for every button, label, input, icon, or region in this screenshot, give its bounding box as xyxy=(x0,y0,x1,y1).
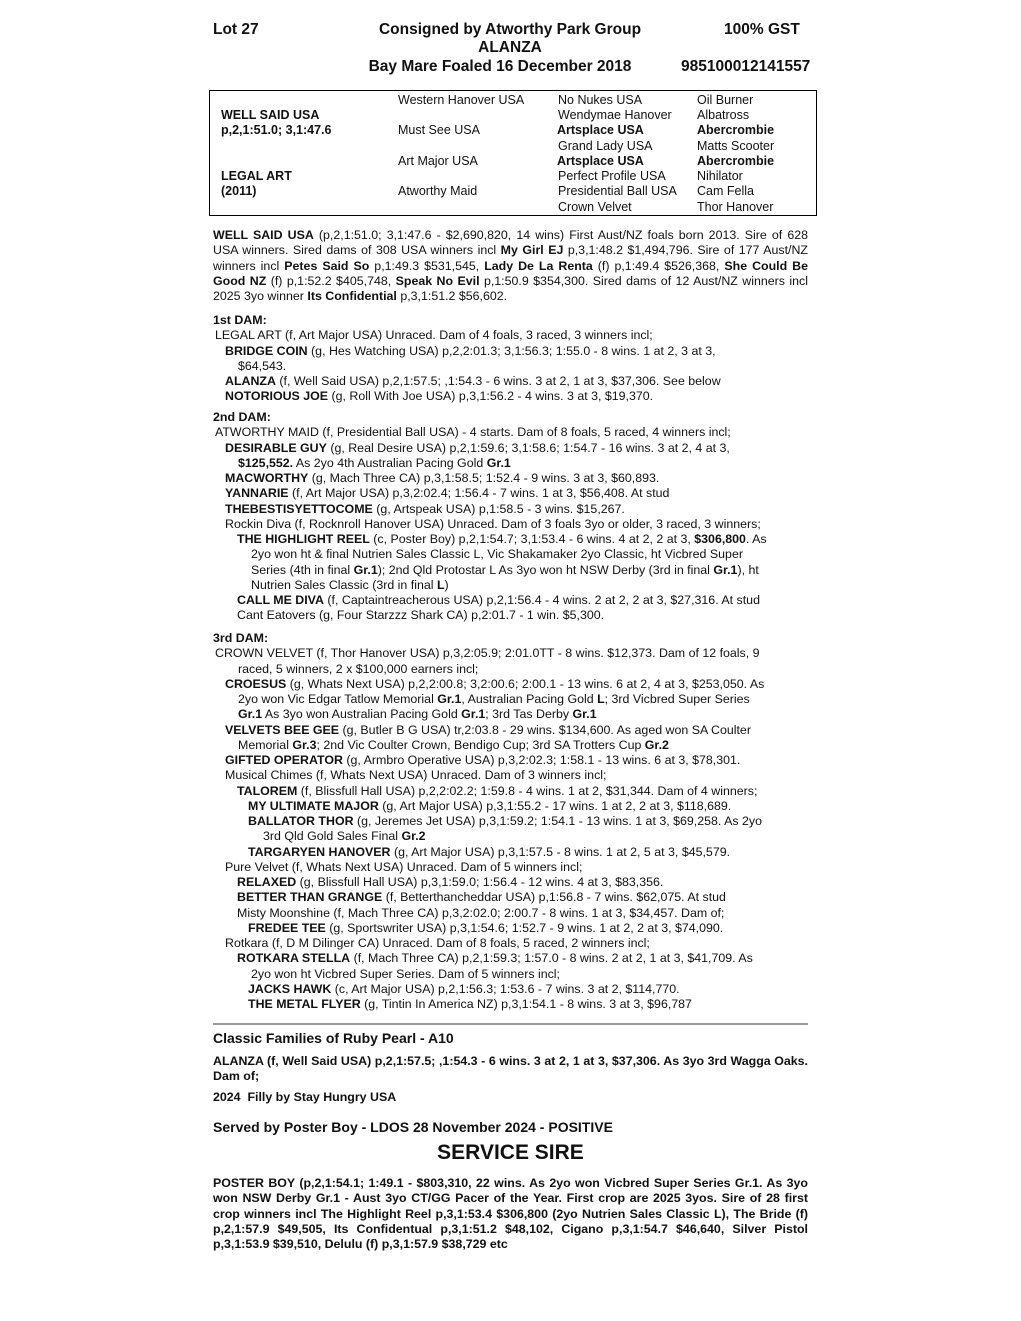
section-heading: 2nd DAM: xyxy=(213,410,271,424)
pedigree-gen4: Abercrombie xyxy=(697,154,775,168)
pedigree-gen4: Albatross xyxy=(697,108,750,122)
second-dam-section: 2nd DAM: ATWORTHY MAID (f, Presidential Ball USA) - 4 starts. Dam of 8 foals, 5 raced, 4 winners incl; DESIRABLE GUY (g, Real Desire USA) p,2,1:59.6; 3,1:58.6; 1:54.7 - 16 wins. 3 at 2, 4 at 3, $125,552. As 2yo 4th Australian Pacing Gold Gr.1 MACWORTHY (g, Mach Three CA) p,3,1:58.5; 1:52.4 - 9 wins. 3 at 3, $60,893. YANNARIE (f, Art Major USA) p,3,2:02.4; 1:56.4 - 7 wins. 1 at 3, $56,408. At stud THEBESTISYETTOCOME (g, Artspeak USA) p,1:58.5 - 3 wins. $15,267. Rockin Diva (f, Rocknroll Hanover USA) Unraced. Dam of 3 foals 3yo or older, 3 raced, 3 winners; THE HIGHLIGHT REEL (c, Poster Boy) p,2,1:54.7; 3,1:53.4 - 6 wins. 4 at 2, 2 at 3, $306,800. As 2yo won ht & final Nutrien Sales Classic L, Vic Shakamaker 2yo Classic, ht Vicbred Super Series (4th in final Gr.1); 2nd Qld Protostar L As 3yo won ht NSW Derby (3rd in final Gr.1), ht Nutrien Sales Classic (3rd in final L) CALL ME DIVA (f, Captaintreacherous USA) p,2,1:56.4 - 4 wins. 2 at 2, 2 at 3, $27,316. At stud Cant Eatovers (g, Four Starzzz Shark CA) p,2:01.7 - 1 win. $5,300. xyxy=(213,410,808,624)
pedigree-gen2: Western Hanover USA xyxy=(398,93,525,107)
pedigree-gen3: Artsplace USA xyxy=(557,154,644,168)
pedigree-gen4: Oil Burner xyxy=(697,93,754,107)
third-dam-section: 3rd DAM: CROWN VELVET (f, Thor Hanover USA) p,3,2:05.9; 2:01.0TT - 8 wins. $12,373. Dam of 12 foals, 9 raced, 5 winners, 2 x $100,000 earners incl; CROESUS (g, Whats Next USA) p,2,2:00.8; 3,2:00.6; 2:00.1 - 13 wins. 6 at 2, 4 at 3, $253,050. As 2yo won Vic Edgar Tatlow Memorial Gr.1, Australian Pacing Gold L; 3rd Vicbred Super Series Gr.1 As 3yo won Australian Pacing Gold Gr.1; 3rd Tas Derby Gr.1 VELVETS BEE GEE (g, Butler B G USA) tr,2:03.8 - 29 wins. $134,600. As aged won SA Coulter Memorial Gr.3; 2nd Vic Coulter Crown, Bendigo Cup; 3rd SA Trotters Cup Gr.2 GIFTED OPERATOR (g, Armbro Operative USA) p,3,2:02.3; 1:58.1 - 13 wins. 6 at 3, $78,301. Musical Chimes (f, Whats Next USA) Unraced. Dam of 3 winners incl; TALOREM (f, Blissfull Hall USA) p,2,2:02.2; 1:59.8 - 4 wins. 1 at 2, $31,344. Dam of 4 winners; MY ULTIMATE MAJOR (g, Art Major USA) p,3,1:55.2 - 17 wins. 1 at 2, 2 at 3, $118,689. BALLATOR THOR (g, Jeremes Jet USA) p,3,1:59.2; 1:54.1 - 13 wins. 1 at 3, $69,258. As 2yo 3rd Qld Gold Sales Final Gr.2 TARGARYEN HANOVER (g, Art Major USA) p,3,1:57.5 - 8 wins. 1 at 2, 5 at 3, $45,579. Pure Velvet (f, Whats Next USA) Unraced. Dam of 5 winners incl; RELAXED (g, Blissfull Hall USA) p,3,1:59.0; 1:56.4 - 12 wins. 4 at 3, $83,356. BETTER THAN GRANGE (f, Betterthancheddar USA) p,1:56.8 - 7 wins. $62,075. At stud Misty Moonshine (f, Mach Three CA) p,3,2:02.0; 2:00.7 - 8 wins. 1 at 3, $34,457. Dam of; FREDEE TEE (g, Sportswriter USA) p,3,1:54.6; 1:52.7 - 9 wins. 1 at 2, 2 at 3, $74,090. Rotkara (f, D M Dilinger CA) Unraced. Dam of 8 foals, 5 raced, 2 winners incl; ROTKARA STELLA (f, Mach Three CA) p,2,1:59.3; 1:57.0 - 8 wins. 2 at 2, 1 at 3, $41,709. As 2yo won ht Vicbred Super Series. Dam of 5 winners incl; JACKS HAWK (c, Art Major USA) p,2,1:56.3; 1:53.6 - 7 wins. 3 at 2, $114,770. THE METAL FLYER (g, Tintin In America NZ) p,3,1:54.1 - 8 wins. 3 at 3, $96,787 xyxy=(213,631,808,1012)
alanza-summary: ALANZA (f, Well Said USA) p,2,1:57.5; ,1:54.3 - 6 wins. 3 at 2, 1 at 3, $37,306. As 3yo 3rd Wagga Oaks. Dam of; xyxy=(213,1054,808,1084)
section-divider xyxy=(213,1023,808,1025)
pedigree-gen3: Presidential Ball USA xyxy=(558,184,677,198)
classic-family-heading: Classic Families of Ruby Pearl - A10 xyxy=(213,1030,454,1046)
pedigree-sire: WELL SAID USA xyxy=(221,108,320,122)
horse-name: ALANZA xyxy=(478,39,542,56)
pedigree-gen3: Wendymae Hanover xyxy=(558,108,672,122)
pedigree-gen4: Abercrombie xyxy=(697,123,775,137)
section-heading: 3rd DAM: xyxy=(213,631,269,645)
pedigree-gen2: Atworthy Maid xyxy=(398,184,478,198)
pedigree-gen2: Art Major USA xyxy=(398,154,478,168)
pedigree-dam: LEGAL ART xyxy=(221,169,292,183)
pedigree-gen4: Thor Hanover xyxy=(697,200,774,214)
lot-number: Lot 27 xyxy=(213,21,259,38)
service-sire-text: POSTER BOY (p,2,1:54.1; 1:49.1 - $803,310, 22 wins. As 2yo won Vicbred Super Series Gr.1. As 3yo won NSW Derby Gr.1 - Aust 3yo CT/GG Pacer of the Year. First crop are 2025 3yos. Sire of 28 first crop winners incl The Highlight Reel p,3,1:53.4 $306,800 (2yo Nutrien Sales Classic L), The Bride (f) p,2,1:57.9 $49,505, Its Confidentual p,3,1:51.2 $48,102, Cigano p,3,1:54.7 $46,640, Silver Pistol p,3,1:53.9 $39,510, Delulu (f) p,3,1:57.9 $38,729 etc xyxy=(213,1176,808,1251)
pedigree-gen4: Matts Scooter xyxy=(697,139,775,153)
pedigree-gen2: Must See USA xyxy=(398,123,480,137)
pedigree-gen3: Crown Velvet xyxy=(558,200,632,214)
gst-status: 100% GST xyxy=(724,21,800,38)
pedigree-table xyxy=(209,90,817,216)
pedigree-dam-year: (2011) xyxy=(221,184,257,198)
consignor: Consigned by Atworthy Park Group xyxy=(378,21,642,38)
service-sire-title: SERVICE SIRE xyxy=(437,1141,584,1164)
pedigree-gen3: Artsplace USA xyxy=(557,123,644,137)
served-by: Served by Poster Boy - LDOS 28 November 2024 - POSITIVE xyxy=(213,1119,613,1135)
pedigree-gen4: Nihilator xyxy=(697,169,743,183)
pedigree-sire-record: p,2,1:51.0; 3,1:47.6 xyxy=(221,123,332,137)
section-heading: 1st DAM: xyxy=(213,313,267,327)
pedigree-gen4: Cam Fella xyxy=(697,184,754,198)
produce-record: 2024 Filly by Stay Hungry USA xyxy=(213,1090,397,1104)
pedigree-gen3: No Nukes USA xyxy=(558,93,643,107)
microchip-number: 985100012141557 xyxy=(681,58,811,75)
horse-description: Bay Mare Foaled 16 December 2018 xyxy=(368,58,632,75)
first-dam-section: 1st DAM: LEGAL ART (f, Art Major USA) Unraced. Dam of 4 foals, 3 raced, 3 winners incl; BRIDGE COIN (g, Hes Watching USA) p,2,2:01.3; 3,1:56.3; 1:55.0 - 8 wins. 1 at 2, 3 at 3, $64,543. ALANZA (f, Well Said USA) p,2,1:57.5; ,1:54.3 - 6 wins. 3 at 2, 1 at 3, $37,306. See below NOTORIOUS JOE (g, Roll With Joe USA) p,3,1:56.2 - 4 wins. 3 at 3, $19,370. xyxy=(213,313,808,405)
pedigree-gen3: Grand Lady USA xyxy=(558,139,653,153)
sire-summary: WELL SAID USA (p,2,1:51.0; 3,1:47.6 - $2,690,820, 14 wins) First Aust/NZ foals born 2013. Sire of 628 USA winners. Sired dams of 308 USA winners incl My Girl EJ p,3,1:48.2 $1,494,796. Sire of 177 Aust/NZ winners incl Petes Said So p,1:49.3 $531,545, Lady De La Renta (f) p,1:49.4 $526,368, She Could Be Good NZ (f) p,1:52.2 $405,748, Speak No Evil p,1:50.9 $354,300. Sired dams of 12 Aust/NZ winners incl 2025 3yo winner Its Confidential p,3,1:51.2 $56,602. xyxy=(213,228,808,303)
pedigree-gen3: Perfect Profile USA xyxy=(558,169,666,183)
